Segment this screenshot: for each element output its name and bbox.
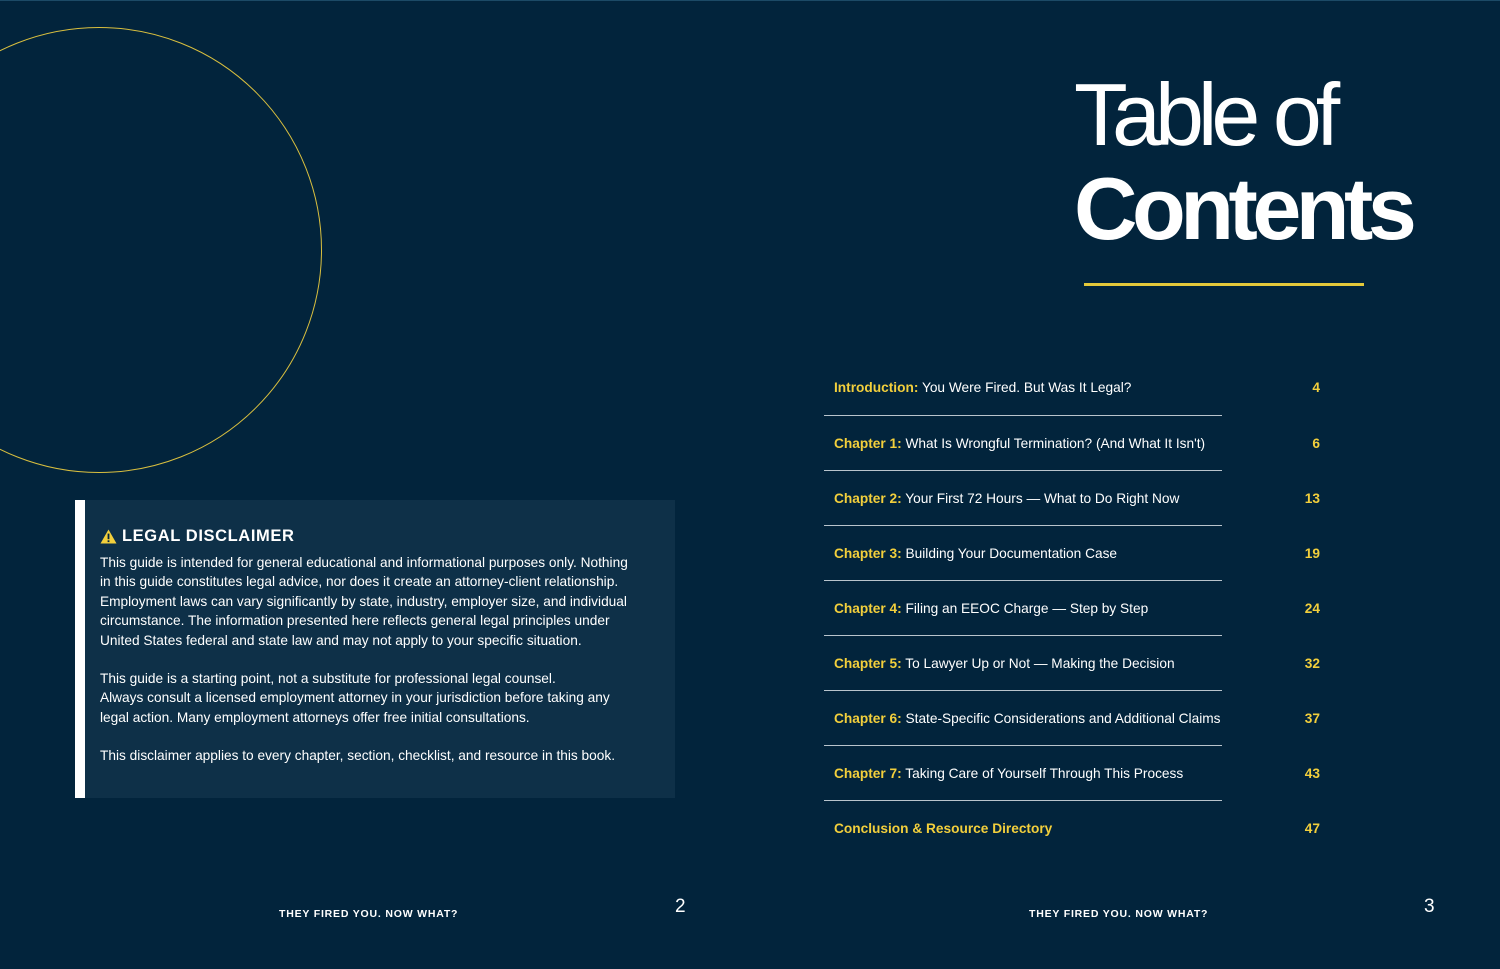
disclaimer-heading	[100, 526, 653, 546]
toc-item-label	[834, 545, 1117, 562]
page-title	[1074, 65, 1484, 258]
toc-item-prefix: Introduction:	[834, 380, 919, 395]
toc-item-title: Building Your Documentation Case	[901, 546, 1118, 561]
toc-item-label	[834, 765, 1183, 782]
left-footer-page-number: 2	[675, 896, 686, 917]
toc-item-title: You Were Fired. But Was It Legal?	[918, 380, 1132, 395]
toc-item-chapter-7[interactable]	[824, 746, 1334, 801]
toc-item-introduction[interactable]	[824, 360, 1334, 416]
toc-item-page: 6	[1312, 436, 1320, 451]
title-line-1: Table of	[1074, 65, 1335, 164]
toc-item-title: Taking Care of Yourself Through This Process	[901, 766, 1184, 781]
toc-item-prefix: Chapter 5:	[834, 656, 902, 671]
title-underline	[1084, 283, 1364, 286]
legal-disclaimer-box	[75, 500, 675, 798]
toc-item-label	[834, 379, 1131, 396]
toc-item-page: 24	[1304, 601, 1320, 616]
disclaimer-paragraph-2: This guide is a starting point, not a substitute for professional legal counsel. Always consult a licensed employment attorney in your jurisdiction before taking any legal action. Many employment attorneys offer free initial consultations.	[100, 671, 610, 725]
toc-item-chapter-5[interactable]	[824, 636, 1334, 691]
toc-item-chapter-6[interactable]	[824, 691, 1334, 746]
toc-item-label	[834, 435, 1205, 452]
right-footer-page-number: 3	[1424, 896, 1435, 917]
toc-item-title: What Is Wrongful Termination? (And What It Isn't)	[901, 436, 1206, 451]
toc-item-page: 13	[1304, 491, 1320, 506]
toc-item-label	[834, 490, 1179, 507]
toc-item-chapter-1[interactable]	[824, 416, 1334, 471]
toc-item-prefix: Chapter 1:	[834, 436, 902, 451]
title-line-2: Contents	[1074, 159, 1412, 258]
toc-item-chapter-4[interactable]	[824, 581, 1334, 636]
toc-item-conclusion[interactable]	[824, 801, 1334, 856]
toc-item-page: 43	[1304, 766, 1320, 781]
decorative-circle	[0, 27, 322, 473]
toc-item-label	[834, 710, 1221, 727]
disclaimer-paragraph-3: This disclaimer applies to every chapter, section, checklist, and resource in this book.	[100, 748, 616, 764]
toc-item-page: 19	[1304, 546, 1320, 561]
toc-item-prefix: Chapter 6:	[834, 711, 902, 726]
warning-icon	[100, 529, 117, 544]
toc-item-title: Your First 72 Hours — What to Do Right Now	[901, 491, 1180, 506]
toc-item-label	[834, 820, 1052, 837]
toc-item-label	[834, 600, 1148, 617]
toc-item-prefix: Chapter 3:	[834, 546, 902, 561]
toc-item-title: Filing an EEOC Charge — Step by Step	[901, 601, 1149, 616]
right-footer-book-title: THEY FIRED YOU. NOW WHAT?	[1029, 908, 1209, 920]
toc-item-page: 37	[1304, 711, 1320, 726]
toc-item-title: To Lawyer Up or Not — Making the Decision	[901, 656, 1175, 671]
toc-item-label	[834, 655, 1175, 672]
toc-item-page: 4	[1312, 380, 1320, 395]
toc-item-page: 47	[1304, 821, 1320, 836]
left-footer-book-title: THEY FIRED YOU. NOW WHAT?	[279, 908, 459, 920]
toc-item-chapter-2[interactable]	[824, 471, 1334, 526]
toc-item-prefix: Chapter 2:	[834, 491, 902, 506]
disclaimer-paragraph-1: This guide is intended for general educational and informational purposes only. Nothing in this guide constitutes legal advice, nor does it create an attorney-client relationship. Employment laws can vary significantly by state, industry, employer size, and individual circumstance. The information presented here reflects general legal principles under United States federal and state law and may not apply to your specific situation.	[100, 555, 628, 648]
toc-list	[824, 360, 1334, 856]
toc-item-chapter-3[interactable]	[824, 526, 1334, 581]
toc-item-prefix: Chapter 4:	[834, 601, 902, 616]
toc-item-prefix: Conclusion & Resource Directory	[834, 821, 1053, 836]
disclaimer-heading-text: LEGAL DISCLAIMER	[122, 527, 295, 545]
toc-item-title: State-Specific Considerations and Additional Claims	[901, 711, 1221, 726]
toc-item-page: 32	[1304, 656, 1320, 671]
page-top-border	[0, 0, 1500, 1]
toc-item-prefix: Chapter 7:	[834, 766, 902, 781]
